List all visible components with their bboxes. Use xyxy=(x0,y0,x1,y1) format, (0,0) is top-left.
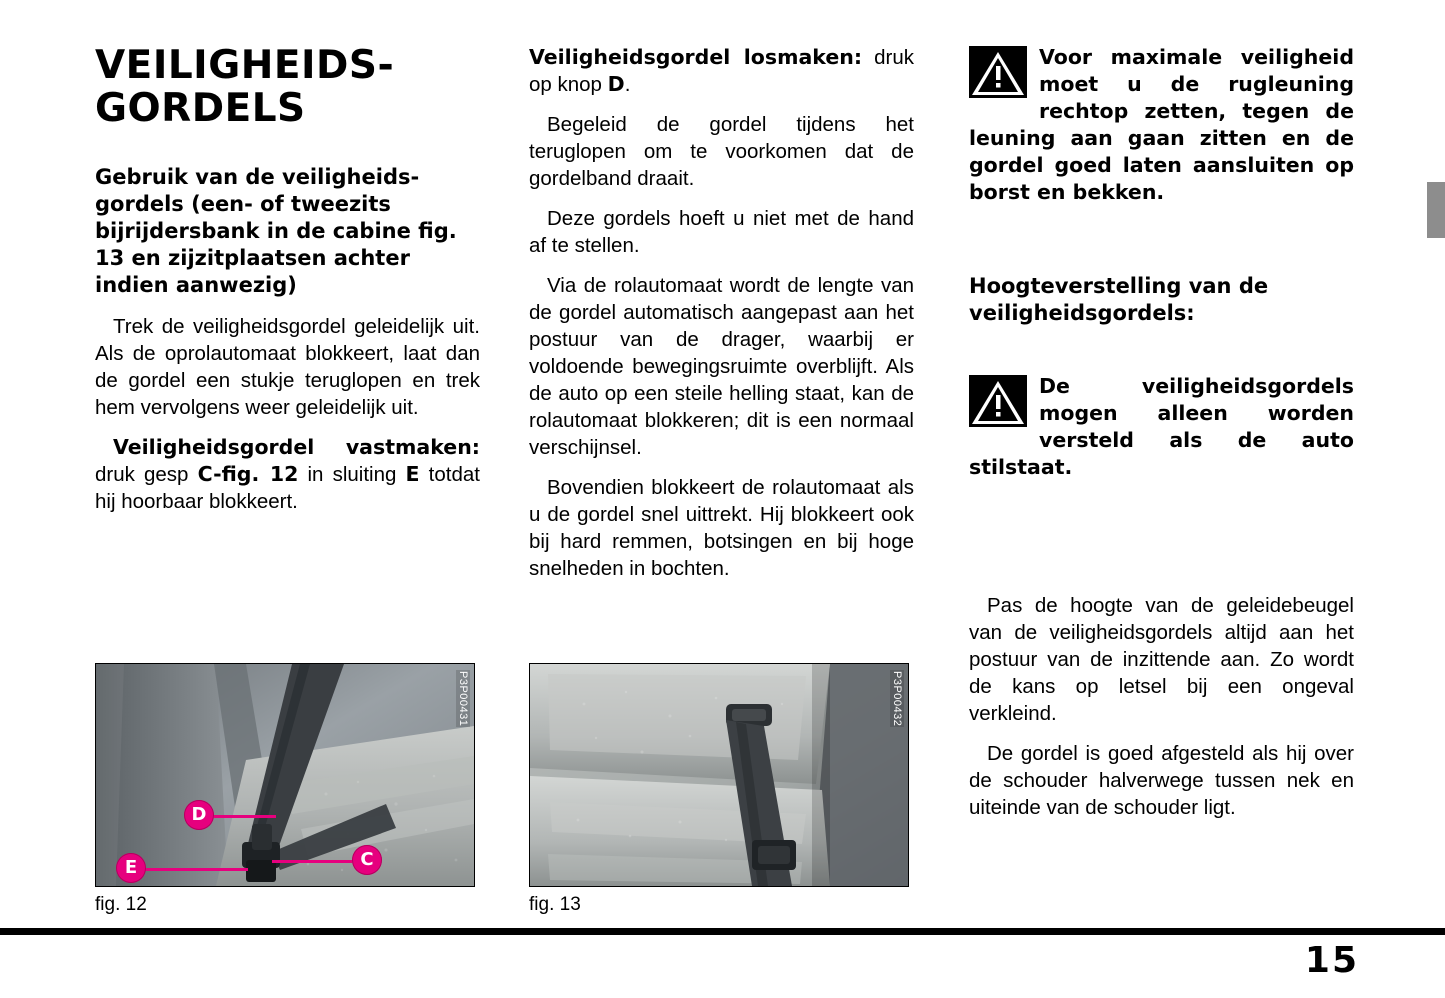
page-title-line1: VEILIGHEIDS- xyxy=(95,43,395,88)
warning-triangle-icon xyxy=(969,46,1027,98)
footer-rule xyxy=(0,928,1445,935)
fasten-belt-ref-e: E xyxy=(405,462,420,486)
section-heading-usage: Gebruik van de veiligheids-gordels (een- of tweezits bijrijdersbank in de cabine fig. 13 en zijzitplaatsen achter indien aanwezig) xyxy=(95,165,457,297)
fasten-belt-rest-a: druk gesp xyxy=(95,463,198,486)
figure-12-leader-e xyxy=(144,868,248,871)
section-heading-height-adjust: Hoogteverstelling van de veiligheidsgordels: xyxy=(969,274,1269,325)
column-right xyxy=(969,44,1354,834)
page-title-line2: GORDELS xyxy=(95,86,306,131)
figure-12 xyxy=(95,663,476,917)
figure-12-leader-c xyxy=(272,860,352,863)
figure-12-leader-d xyxy=(214,815,276,818)
figure-12-callout-e: E xyxy=(116,853,146,883)
page-title xyxy=(95,44,480,130)
paragraph-guide-belt: Begeleid de gordel tijdens het teruglopen om te voorkomen dat de gordelband draait. xyxy=(529,113,914,190)
paragraph-pull-out-belt: Trek de veiligheidsgordel geleidelijk uit. Als de oprolautomaat blokkeert, laat dan de gordel een stukje teruglopen en trek hem vervolgens weer geleidelijk uit. xyxy=(95,315,480,419)
paragraph-adjust-height: Pas de hoogte van de geleidebeugel van de veiligheidsgordels altijd aan het postuur van de inzittende aan. Zo wordt de kans op letsel bij een ongeval verkleind. xyxy=(969,594,1354,725)
paragraph-belt-position: De gordel is goed afgesteld als hij over de schouder halverwege tussen nek en uiteinde van de schouder ligt. xyxy=(969,742,1354,819)
figure-12-photo xyxy=(96,664,474,886)
figure-13-code: P3P00432 xyxy=(891,671,903,727)
paragraph-no-manual-adjust: Deze gordels hoeft u niet met de hand af te stellen. xyxy=(529,207,914,257)
release-belt-ref-d: D xyxy=(607,72,625,96)
figure-12-code: P3P00431 xyxy=(457,671,469,727)
warning-triangle-icon xyxy=(969,375,1027,427)
paragraph-release-belt xyxy=(529,44,914,98)
warning-block-vehicle-stationary xyxy=(969,373,1354,481)
figure-13-caption: fig. 13 xyxy=(529,894,581,915)
warning-text-upright-seatback: Voor maximale veiligheid moet u de rugleuning rechtop zetten, tegen de leuning aan gaan zitten en de gordel goed laten aansluiten op borst en bekken. xyxy=(969,45,1354,204)
column-left xyxy=(95,44,480,528)
paragraph-retractor-length: Via de rolautomaat wordt de lengte van de gordel automatisch aangepast aan het postuur van de drager, waarbij er voldoende bewegingsruimte overblijft. Als de auto op een steile helling staat, kan de rolautomaat blokkeren; dit is een normaal verschijnsel. xyxy=(529,274,914,459)
warning-text-vehicle-stationary: De veiligheidsgordels mogen alleen worden versteld als de auto stilstaat. xyxy=(969,374,1354,479)
figure-12-caption: fig. 12 xyxy=(95,894,147,915)
paragraph-fasten-belt xyxy=(95,434,480,515)
warning-block-upright-seatback xyxy=(969,44,1354,206)
figure-12-callout-d: D xyxy=(184,800,214,830)
paragraph-retractor-lock: Bovendien blokkeert de rolautomaat als u de gordel snel uittrekt. Hij blokkeert ook bij hard remmen, botsingen en bij hoge snelheden in bochten. xyxy=(529,476,914,580)
fasten-belt-ref-c: C-fig. 12 xyxy=(197,462,299,486)
fasten-belt-lead: Veiligheidsgordel vastmaken: xyxy=(113,435,480,459)
fasten-belt-rest-b: in sluiting xyxy=(298,463,406,486)
figure-12-image xyxy=(95,663,475,887)
release-belt-rest-a: druk op knop xyxy=(529,46,914,96)
figure-13 xyxy=(529,663,910,917)
page-number: 15 xyxy=(1304,940,1359,981)
release-belt-lead: Veiligheidsgordel losmaken: xyxy=(529,45,863,69)
figure-13-image xyxy=(529,663,909,887)
page-edge-tab xyxy=(1427,182,1445,238)
release-belt-rest-b: . xyxy=(624,73,631,96)
column-middle xyxy=(529,44,914,595)
figure-12-callout-c: C xyxy=(352,845,382,875)
fasten-belt-rest-c: totdat hij hoorbaar blokkeert. xyxy=(95,463,480,513)
figure-13-photo xyxy=(530,664,908,886)
